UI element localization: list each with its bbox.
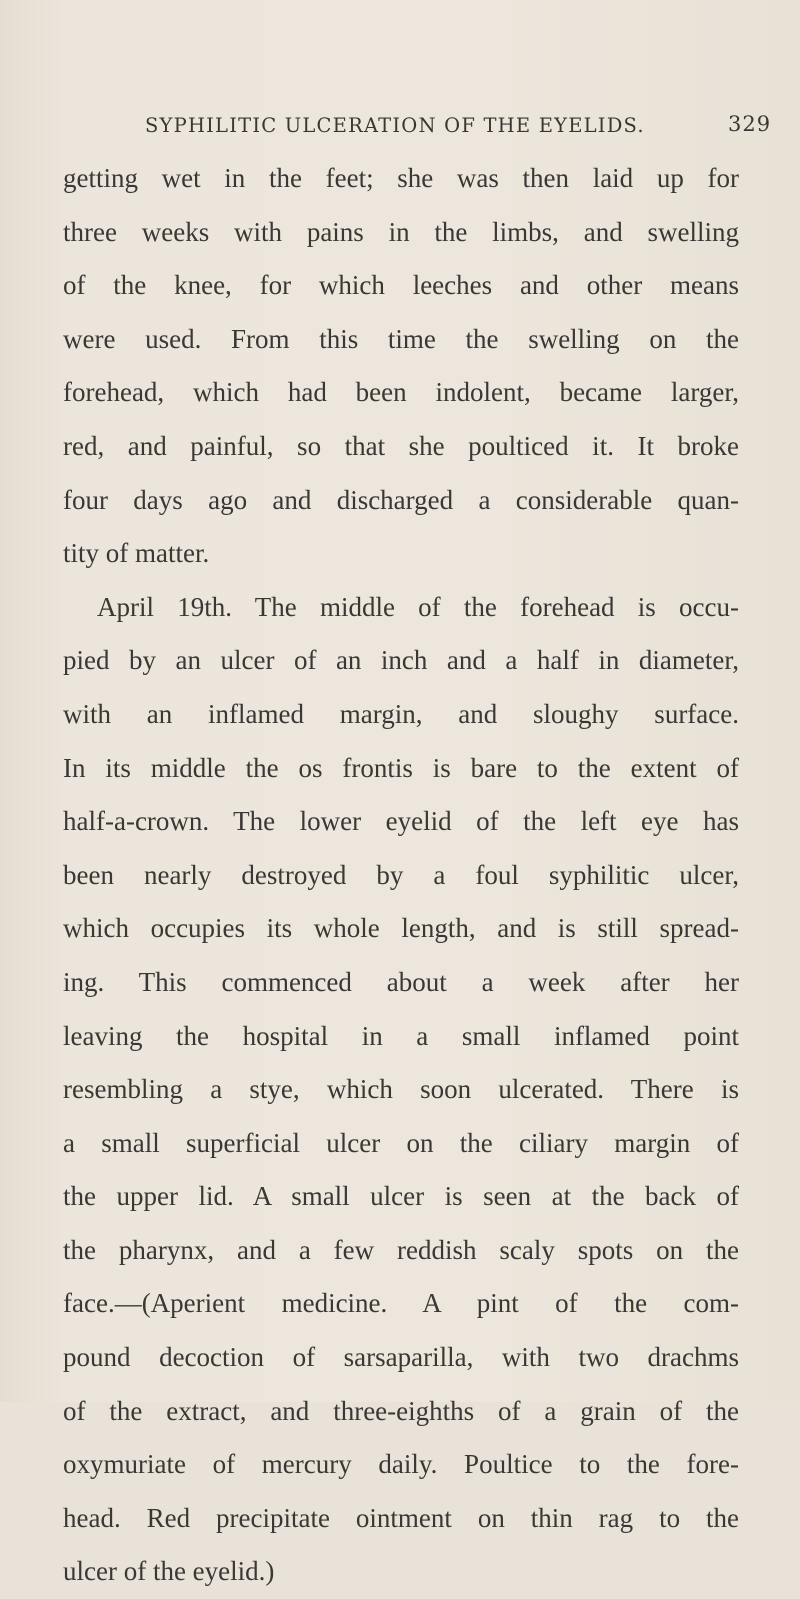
page-number: 329 xyxy=(728,112,772,136)
text-line: of the knee, for which leeches and other means xyxy=(63,270,739,301)
text-line: In its middle the os frontis is bare to the extent of xyxy=(63,752,739,783)
text-line: four days ago and discharged a considerable quan- xyxy=(63,484,739,515)
text-line: face.—(Aperient medicine. A pint of the com- xyxy=(63,1288,739,1319)
text-line: head. Red precipitate ointment on thin rag to the xyxy=(63,1502,739,1533)
text-line: getting wet in the feet; she was then laid up for xyxy=(63,163,739,193)
text-line: pied by an ulcer of an inch and a half in diameter, xyxy=(63,645,739,676)
text-line: red, and painful, so that she poulticed it. It broke xyxy=(63,430,739,461)
text-line: the upper lid. A small ulcer is seen at the back of xyxy=(63,1181,739,1212)
text-line: ulcer of the eyelid.) xyxy=(63,1556,275,1587)
text-line: ing. This commenced about a week after her xyxy=(63,966,739,997)
text-line: pound decoction of sarsaparilla, with two drachms xyxy=(63,1342,739,1373)
text-line: resembling a stye, which soon ulcerated. There is xyxy=(63,1074,739,1105)
text-line: were used. From this time the swelling on the xyxy=(63,323,739,354)
text-line: half-a-crown. The lower eyelid of the left eye has xyxy=(63,806,739,837)
text-line: of the extract, and three-eighths of a grain of the xyxy=(63,1395,739,1426)
text-line: three weeks with pains in the limbs, and swelling xyxy=(63,216,739,247)
text-line: leaving the hospital in a small inflamed point xyxy=(63,1020,739,1051)
text-line: the pharynx, and a few reddish scaly spots on the xyxy=(63,1234,739,1265)
text-line: tity of matter. xyxy=(63,538,210,569)
running-title: SYPHILITIC ULCERATION OF THE EYELIDS. xyxy=(145,114,645,137)
text-line: forehead, which had been indolent, became larger, xyxy=(63,377,739,408)
text-line: with an inflamed margin, and sloughy surface. xyxy=(63,698,739,729)
running-head xyxy=(0,112,800,142)
body-text xyxy=(63,152,739,1599)
text-line: April 19th. The middle of the forehead is occu- xyxy=(97,591,739,622)
text-line: a small superficial ulcer on the ciliary margin of xyxy=(63,1127,739,1158)
text-line: been nearly destroyed by a foul syphilitic ulcer, xyxy=(63,859,739,890)
text-line: which occupies its whole length, and is still spread- xyxy=(63,913,739,944)
text-line: oxymuriate of mercury daily. Poultice to the fore- xyxy=(63,1449,739,1480)
